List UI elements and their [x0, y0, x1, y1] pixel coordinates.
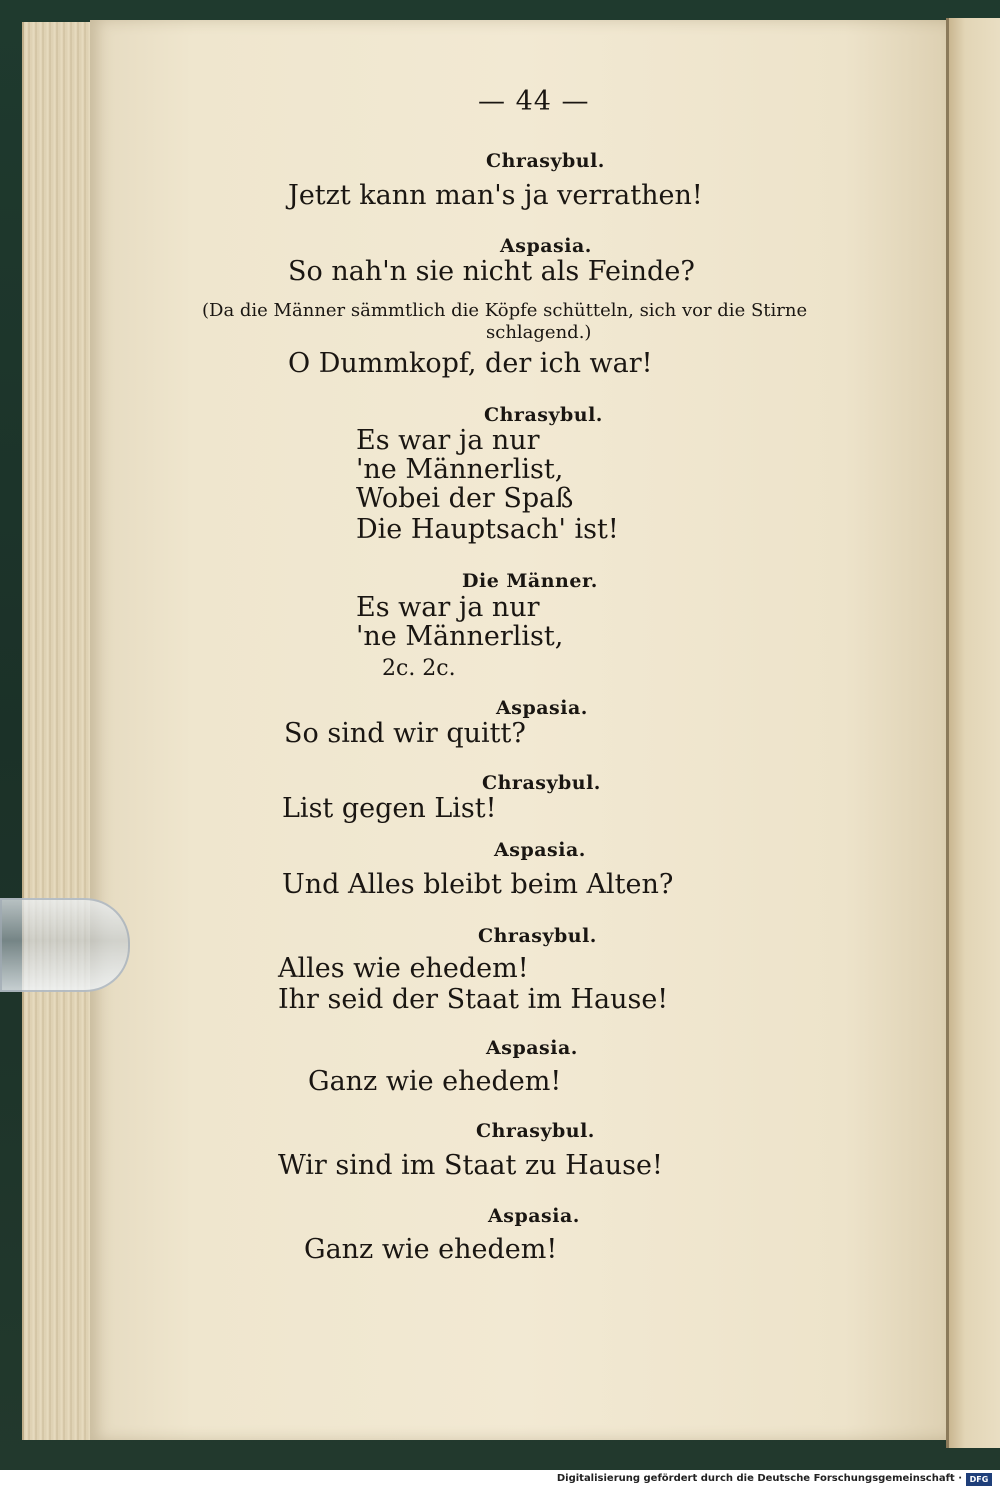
speaker-label: Chrasybul.: [476, 1120, 595, 1142]
verse-line: Alles wie ehedem!: [278, 953, 529, 984]
speaker-label: Aspasia.: [496, 697, 588, 719]
verse-line: Ganz wie ehedem!: [304, 1234, 558, 1265]
verse-line: Ihr seid der Staat im Hause!: [278, 984, 669, 1015]
speaker-label: Chrasybul.: [478, 925, 597, 947]
verse-line: Und Alles bleibt beim Alten?: [282, 869, 674, 900]
footer-bar: [0, 1470, 1000, 1490]
verse-line: So sind wir quitt?: [284, 718, 526, 749]
page-stack-edges: [22, 22, 99, 1440]
verse-line: Ganz wie ehedem!: [308, 1066, 562, 1097]
speaker-label: Chrasybul.: [486, 150, 605, 172]
verse-line: List gegen List!: [282, 793, 497, 824]
verse-line: Es war ja nur: [356, 425, 540, 456]
speaker-label: Die Männer.: [462, 570, 598, 592]
facing-page-edge: [946, 18, 1000, 1448]
stage-direction: (Da die Männer sämmtlich die Köpfe schütteln, sich vor die Stirne: [202, 300, 808, 321]
verse-line: 'ne Männerlist,: [356, 621, 564, 652]
etc-mark: 2c. 2c.: [382, 656, 456, 681]
verse-line: Die Hauptsach' ist!: [356, 514, 619, 545]
verse-line: Wobei der Spaß: [356, 483, 574, 514]
speaker-label: Aspasia.: [486, 1037, 578, 1059]
verse-line: So nah'n sie nicht als Feinde?: [288, 256, 695, 287]
page-number: — 44 —: [478, 86, 590, 117]
speaker-label: Chrasybul.: [482, 772, 601, 794]
speaker-label: Chrasybul.: [484, 404, 603, 426]
speaker-label: Aspasia.: [494, 839, 586, 861]
stage-direction: schlagend.): [486, 322, 592, 343]
speaker-label: Aspasia.: [500, 235, 592, 257]
glass-page-holder: [0, 898, 130, 992]
speaker-label: Aspasia.: [488, 1205, 580, 1227]
verse-line: 'ne Männerlist,: [356, 454, 564, 485]
verse-line: O Dummkopf, der ich war!: [288, 348, 653, 379]
verse-line: Es war ja nur: [356, 592, 540, 623]
verse-line: Wir sind im Staat zu Hause!: [278, 1150, 663, 1181]
funding-credit: Digitalisierung gefördert durch die Deutsche Forschungsgemeinschaft ·: [556, 1473, 962, 1484]
dfg-logo: DFG: [966, 1473, 992, 1486]
verse-line: Jetzt kann man's ja verrathen!: [288, 180, 703, 211]
